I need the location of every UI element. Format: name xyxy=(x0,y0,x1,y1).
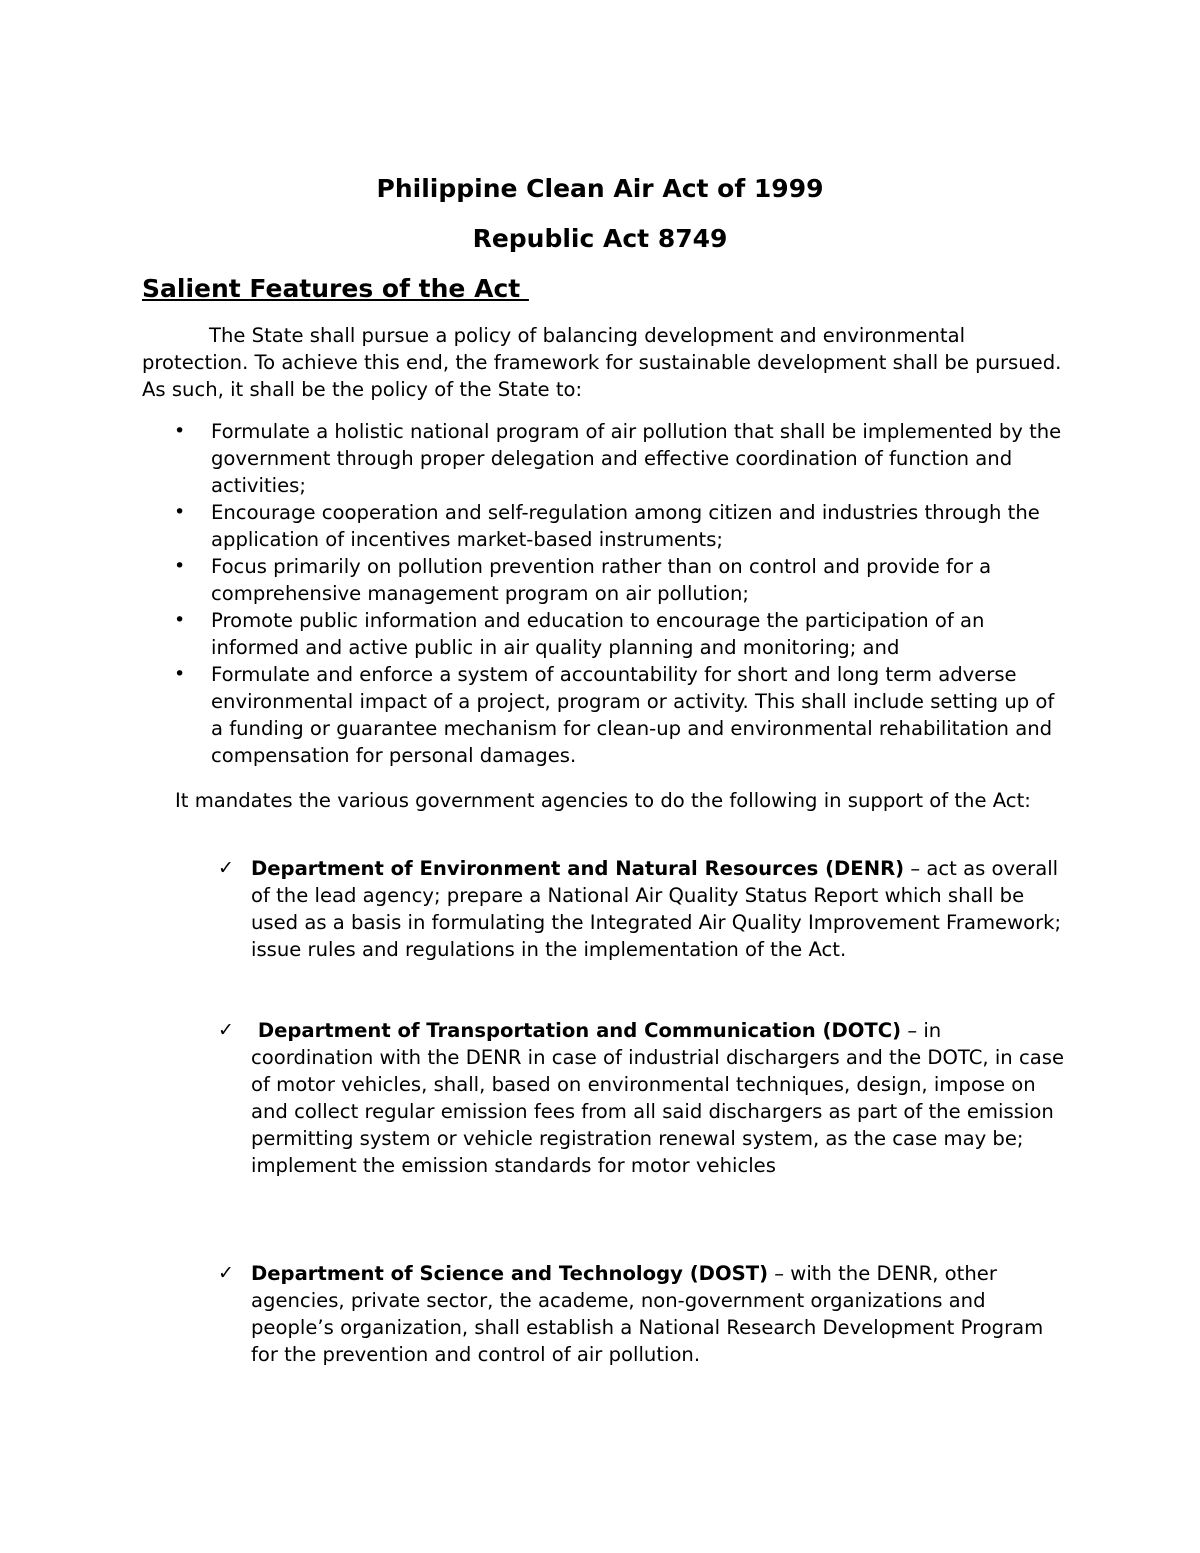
list-item xyxy=(142,499,1072,553)
agency-name: Department of Transportation and Communication (DOTC) xyxy=(251,1019,902,1042)
policy-text: Encourage cooperation and self-regulation among citizen and industries through the application of incentives market-based instruments; xyxy=(211,501,1040,551)
agency-text: – with the DENR, other agencies, private sector, the academe, non-government organizations and people’s organization, shall establish a National Research Development Program for the prevention and control of air pollution. xyxy=(251,1262,1044,1366)
agency-dost xyxy=(218,1260,1068,1368)
policy-text: Formulate a holistic national program of air pollution that shall be implemented by the government through proper delegation and effective coordination of function and activities; xyxy=(211,420,1062,497)
document-title: Philippine Clean Air Act of 1999 xyxy=(376,174,824,203)
bullet-icon: • xyxy=(174,609,186,631)
bullet-icon: • xyxy=(174,501,186,523)
list-item xyxy=(142,661,1072,769)
mandate-paragraph: It mandates the various government agencies to do the following in support of the Act: xyxy=(175,789,1031,812)
agency-description xyxy=(251,1260,1068,1368)
document-subtitle: Republic Act 8749 xyxy=(472,224,728,253)
policy-text: Formulate and enforce a system of accountability for short and long term adverse environmental impact of a project, program or activity. This shall include setting up of a funding or guarantee mechanism for clean-up and environmental rehabilitation and compensation for personal damages. xyxy=(211,663,1055,767)
checkmark-icon: ✓ xyxy=(218,857,234,879)
policy-list xyxy=(142,418,1072,769)
agency-dotc xyxy=(218,1017,1068,1179)
list-item xyxy=(142,553,1072,607)
agency-name: Department of Science and Technology (DOST) xyxy=(251,1262,769,1285)
list-item xyxy=(142,418,1072,499)
agency-denr xyxy=(218,855,1068,963)
agency-description xyxy=(251,855,1068,963)
policy-text: Focus primarily on pollution prevention rather than on control and provide for a comprehensive management program on air pollution; xyxy=(211,555,992,605)
checkmark-icon: ✓ xyxy=(218,1262,234,1284)
agency-text: – act as overall of the lead agency; prepare a National Air Quality Status Report which shall be used as a basis in formulating the Integrated Air Quality Improvement Framework; issue rules and regulations in the implementation of the Act. xyxy=(251,857,1062,961)
bullet-icon: • xyxy=(174,420,186,442)
section-heading: Salient Features of the Act xyxy=(142,274,529,303)
policy-text: Promote public information and education to encourage the participation of an informed and active public in air quality planning and monitoring; and xyxy=(211,609,985,659)
checkmark-icon: ✓ xyxy=(218,1019,234,1041)
intro-paragraph: The State shall pursue a policy of balancing development and environmental protection. To achieve this end, the framework for sustainable development shall be pursued. As such, it shall be the policy of the State to: xyxy=(142,324,1062,401)
bullet-icon: • xyxy=(174,555,186,577)
agency-description xyxy=(251,1017,1068,1179)
agency-name: Department of Environment and Natural Resources (DENR) xyxy=(251,857,905,880)
agency-text: – in coordination with the DENR in case of industrial dischargers and the DOTC, in case of motor vehicles, shall, based on environmental techniques, design, impose on and collect regular emission fees from all said dischargers as part of the emission permitting system or vehicle registration renewal system, as the case may be; implement the emission standards for motor vehicles xyxy=(251,1019,1064,1177)
bullet-icon: • xyxy=(174,663,186,685)
list-item xyxy=(142,607,1072,661)
